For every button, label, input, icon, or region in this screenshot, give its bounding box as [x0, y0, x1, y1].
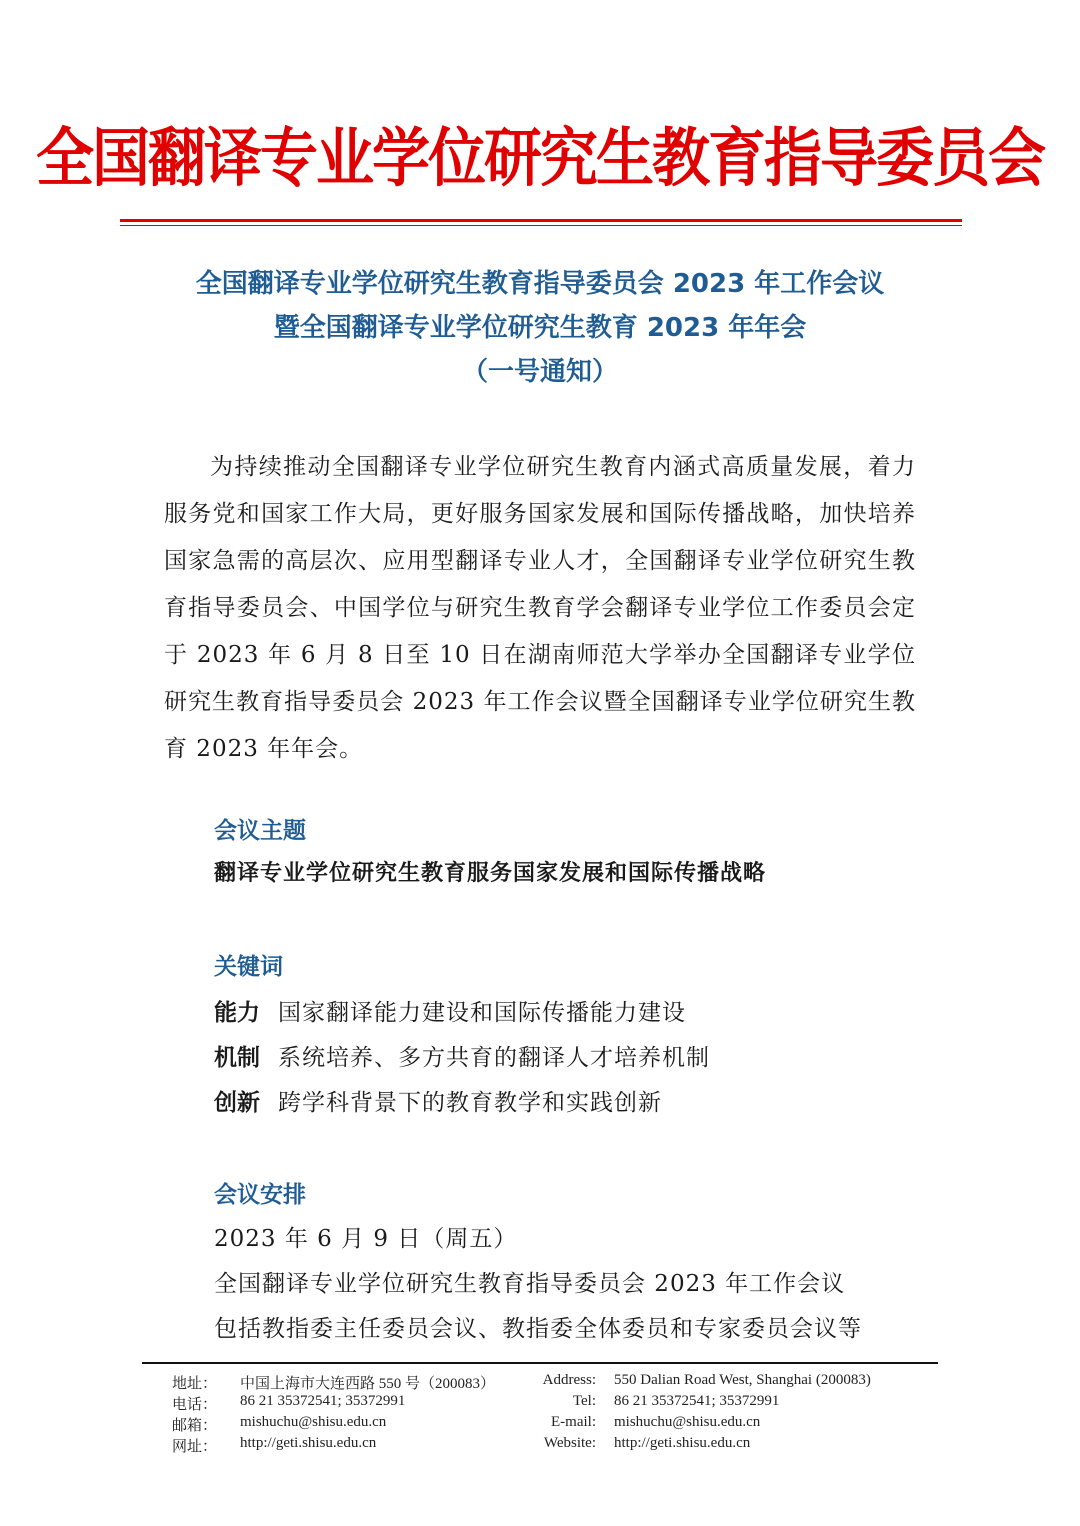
intro-paragraph: 为持续推动全国翻译专业学位研究生教育内涵式高质量发展，着力服务党和国家工作大局，更好服务国家发展和国际传播战略，加快培养国家急需的高层次、应用型翻译专业人才，全国翻译专业学位研究生教育指导委员会、中国学位与研究生教育学会翻译专业学位工作委员会定于 2023 年 6 月 8 日至 10 日在湖南师范大学举办全国翻译专业学位研究生教育指导委员会 2023 年工作会议暨全国翻译专业学位研究生教育 2023 年年会。	[164, 454, 916, 762]
address-value-en: 550 Dalian Road West, Shanghai (200083)	[614, 1372, 871, 1388]
notice-title	[0, 262, 1080, 394]
website-label-en: Website:	[543, 1435, 596, 1451]
website-link-en[interactable]: http://geti.shisu.edu.cn	[614, 1435, 751, 1451]
phone-label: 电话：	[172, 1397, 218, 1413]
keyword-term: 机制	[214, 1045, 260, 1071]
schedule-date: 2023 年 6 月 9 日（周五）	[214, 1226, 518, 1252]
address-value: 中国上海市大连西路 550 号（200083）	[240, 1376, 496, 1392]
website-label: 网址：	[172, 1439, 218, 1455]
keyword-term: 能力	[214, 1000, 260, 1026]
theme-text: 翻译专业学位研究生教育服务国家发展和国际传播战略	[214, 861, 767, 886]
keyword-desc: 国家翻译能力建设和国际传播能力建设	[278, 1000, 686, 1026]
masthead-title: 全国翻译专业学位研究生教育指导委员会	[35, 120, 1044, 196]
theme-heading: 会议主题	[214, 818, 306, 844]
contact-footer	[0, 1372, 1080, 1472]
keyword-desc: 系统培养、多方共育的翻译人才培养机制	[278, 1045, 710, 1071]
schedule-heading: 会议安排	[214, 1182, 306, 1208]
masthead-rule-thin	[120, 225, 962, 226]
email-label: 邮箱：	[172, 1418, 218, 1434]
keyword-item	[214, 1084, 662, 1117]
notice-title-line-2: 暨全国翻译专业学位研究生教育 2023 年年会	[273, 313, 807, 343]
website-link[interactable]: http://geti.shisu.edu.cn	[240, 1435, 377, 1451]
keyword-item	[214, 994, 686, 1027]
schedule-detail: 包括教指委主任委员会议、教指委全体委员和专家委员会议等	[214, 1316, 862, 1342]
keyword-item	[214, 1039, 710, 1072]
footer-rule	[142, 1362, 938, 1364]
email-value[interactable]: mishuchu@shisu.edu.cn	[240, 1414, 387, 1430]
schedule-event: 全国翻译专业学位研究生教育指导委员会 2023 年工作会议	[214, 1271, 846, 1297]
notice-title-line-1: 全国翻译专业学位研究生教育指导委员会 2023 年工作会议	[195, 269, 885, 299]
email-value-en[interactable]: mishuchu@shisu.edu.cn	[614, 1414, 761, 1430]
tel-label-en: Tel:	[572, 1393, 596, 1409]
keywords-heading: 关键词	[214, 954, 283, 980]
keyword-term: 创新	[214, 1090, 260, 1116]
notice-title-line-3: （一号通知）	[461, 357, 618, 387]
address-label-en: Address:	[542, 1372, 596, 1388]
keyword-desc: 跨学科背景下的教育教学和实践创新	[278, 1090, 662, 1116]
masthead-rule-thick	[120, 219, 962, 222]
email-label-en: E-mail:	[551, 1414, 596, 1430]
phone-value: 86 21 35372541; 35372991	[240, 1393, 406, 1409]
address-label: 地址：	[172, 1376, 218, 1392]
tel-value-en: 86 21 35372541; 35372991	[614, 1393, 780, 1409]
